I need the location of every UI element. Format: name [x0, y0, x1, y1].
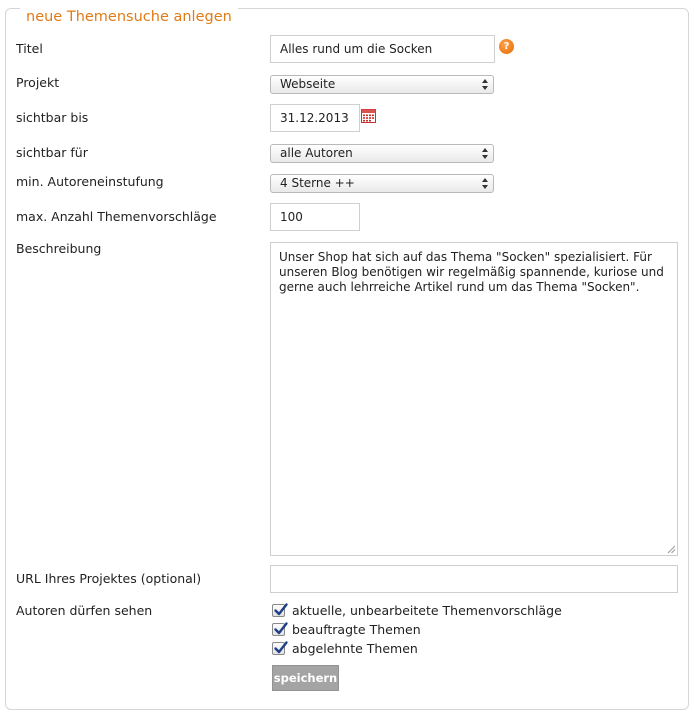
- select-arrows-icon: [482, 148, 488, 159]
- min-rating-label: min. Autoreneinstufung: [16, 174, 164, 189]
- checkbox-label: abgelehnte Themen: [292, 641, 418, 656]
- checkmark-icon: [273, 602, 289, 618]
- save-button[interactable]: speichern: [272, 665, 339, 691]
- project-label: Projekt: [16, 75, 60, 90]
- description-textarea[interactable]: [270, 242, 678, 556]
- select-arrows-icon: [482, 178, 488, 189]
- checkbox-commissioned-topics[interactable]: [272, 623, 285, 636]
- max-suggestions-label: max. Anzahl Themenvorschläge: [16, 209, 217, 224]
- checkmark-icon: [273, 621, 289, 637]
- project-url-input[interactable]: [270, 565, 678, 593]
- title-label: Titel: [16, 41, 43, 56]
- select-arrows-icon: [482, 79, 488, 90]
- checkmark-icon: [273, 640, 289, 656]
- visible-for-select[interactable]: [270, 144, 494, 163]
- visible-for-select-value: alle Autoren: [280, 146, 353, 160]
- project-url-label: URL Ihres Projektes (optional): [16, 571, 202, 586]
- visible-for-label: sichtbar für: [16, 145, 88, 160]
- visible-until-input[interactable]: 31.12.2013: [270, 104, 360, 132]
- help-icon[interactable]: ?: [499, 39, 514, 54]
- form-legend: neue Themensuche anlegen: [20, 8, 238, 26]
- visible-until-label: sichtbar bis: [16, 110, 89, 125]
- project-select[interactable]: [270, 75, 494, 94]
- checkbox-label: beauftragte Themen: [292, 622, 421, 637]
- description-text: Unser Shop hat sich auf das Thema "Socken" spezialisiert. Für unseren Blog benötigen wir regelmäßig spannende, kuriose und gerne auch lehrreiche Artikel rund um das Thema "Socken".: [279, 250, 664, 294]
- min-rating-select-value: 4 Sterne ++: [280, 176, 355, 190]
- max-suggestions-input[interactable]: 100: [270, 203, 360, 231]
- calendar-icon[interactable]: [361, 109, 376, 123]
- checkbox-rejected-topics[interactable]: [272, 642, 285, 655]
- description-label: Beschreibung: [16, 241, 102, 256]
- min-rating-select[interactable]: [270, 174, 494, 193]
- project-select-value: Webseite: [280, 77, 336, 91]
- resize-grip-icon[interactable]: [667, 545, 676, 554]
- authors-may-see-label: Autoren dürfen sehen: [16, 603, 153, 618]
- checkbox-label: aktuelle, unbearbeitete Themenvorschläge: [292, 603, 562, 618]
- checkbox-current-suggestions[interactable]: [272, 604, 285, 617]
- title-input[interactable]: Alles rund um die Socken: [270, 35, 495, 63]
